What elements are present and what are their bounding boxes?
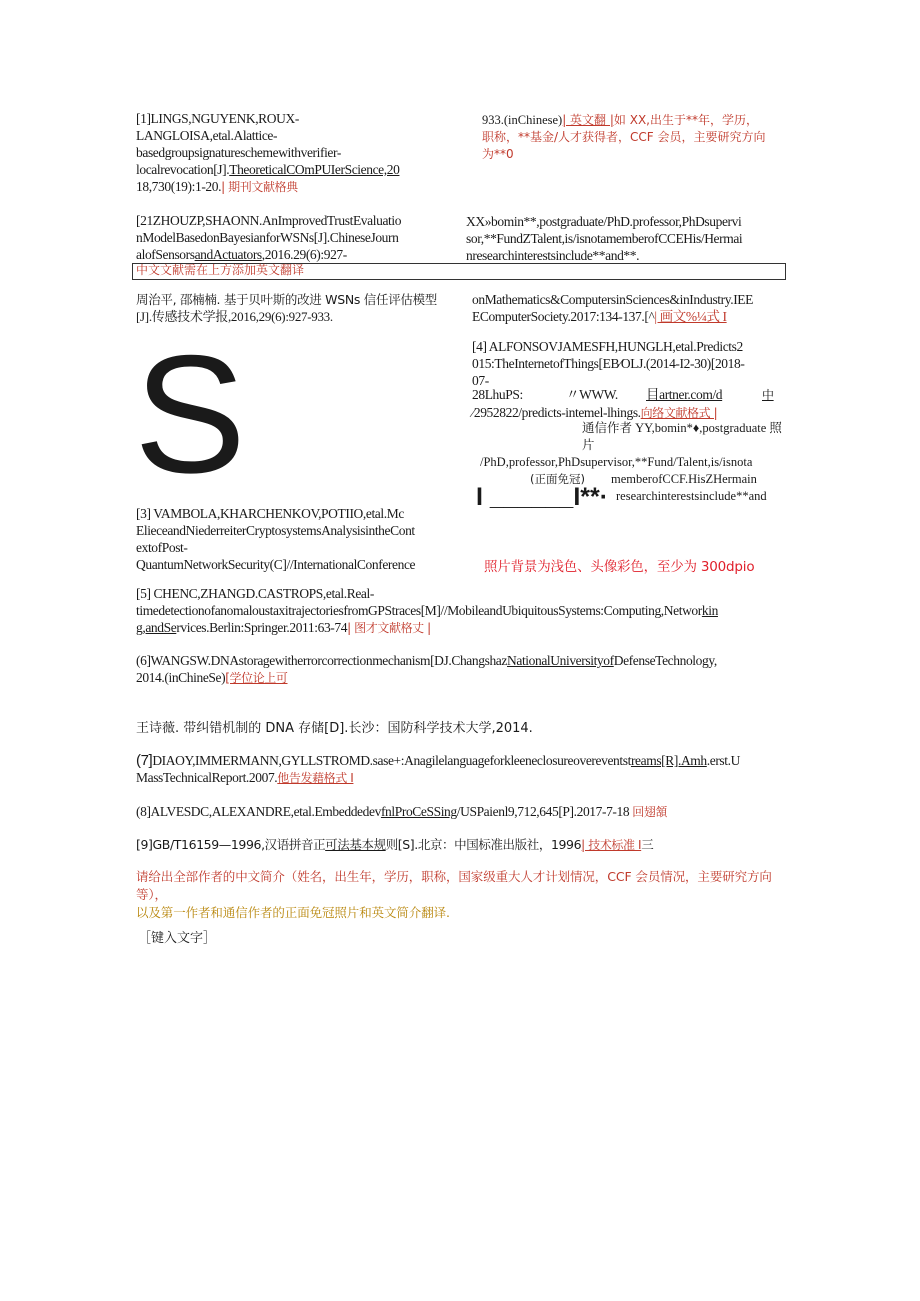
reference-6-line: NationalUniversityof [507, 653, 614, 668]
author-bio-en-line: nresearchinterestsinclude**and**. [466, 248, 640, 263]
type-text-placeholder[interactable]: ［键入文字］ [138, 931, 217, 946]
corresponding-author-line: /PhD,professor,PhDsupervisor,**Fund/Talent,is/isnota [480, 455, 753, 469]
reference-3-line: QuantumNetworkSecurity(C]//InternationalConference [136, 557, 416, 572]
reference-9-part: 则[S].北京：中国标准出版社，1996 [385, 837, 582, 852]
reference-6-line: (6]WANGSW.DNAstoragewitherrorcorrectionmechanism[DJ.Changshaz [136, 653, 507, 668]
patent-format-tag: 回翅頷 [632, 805, 668, 819]
reference-3-line: [3] VAMBOLA,KHARCHENKOV,POTIIO,etal.Mc [136, 506, 404, 521]
reference-1-line: localrevocation[J]. [136, 162, 230, 177]
reference-4-url-part: 中 [762, 388, 774, 402]
corresponding-author-line: 通信作者 YY,bomin*♦,postgraduate 照片 [582, 421, 782, 452]
reference-5-line: rvices.Berlin:Springer.2011:63-74 [176, 620, 348, 635]
author-bio-cn [482, 112, 792, 163]
reference-9 [136, 836, 790, 854]
reference-7 [136, 752, 790, 787]
standard-format-tag: | 技术标准 I [581, 838, 642, 852]
author-bio-en [466, 213, 784, 264]
reference-1 [136, 110, 436, 196]
reference-4-url-part: ∕2952822/predicts-intemel-lhings. [472, 405, 641, 420]
reference-4-line: [4] ALFONSOVJAMESFH,HUNGLH,etal.Predicts2 [472, 339, 743, 354]
reference-8-part: (8]ALVESDC,ALEXANDRE,etal.Embeddedev [136, 804, 381, 819]
report-format-tag: 他告发藉格式 I [277, 771, 354, 785]
reference-4-line: 015:TheInternetofThings[EB∕OLJ.(2014-I2-30)[2018- [472, 356, 745, 371]
reference-1-line: basedgroupsignatureschemewithverifier- [136, 145, 341, 160]
web-format-tag: 向络文献格式 | [640, 406, 718, 420]
reference-1-line: LANGLOISA,etal.Alattice- [136, 128, 278, 143]
reference-2 [136, 212, 436, 263]
author-instruction-line: 以及第一作者和通信作者的正面免冠照片和英文简介翻译. [136, 905, 450, 920]
author-instruction [136, 868, 792, 922]
reference-5-line: timedetectionofanomaloustaxitrajectoriesfromGPStraces[M]//MobileandUbiquitousSystems:Computing,Networ [136, 603, 702, 618]
reference-3-line: extofPost- [136, 540, 188, 555]
reference-4-url-part: 28LhuPS: [472, 387, 523, 402]
journal-format-tag: | 期刊文献格典 [221, 180, 298, 194]
book-format-tag: | 图才文献格丈 | [347, 621, 431, 635]
reference-4-url-part: 〃WWW. [566, 387, 618, 402]
corresponding-author-line: researchinterestsinclude**and [616, 489, 767, 503]
reference-3-line: EComputerSociety.2017:134-137.[^ [472, 309, 655, 324]
reference-2-chinese-line: 周治平, 邵楠楠. 基于贝叶斯的改进 WSNs 信任评估模型 [136, 292, 437, 307]
photo-label: (正面免冠) [530, 472, 585, 486]
reference-3-line: ElieceandNiederreiterCryptosystemsAnalysisintheCont [136, 523, 415, 538]
reference-9-part: 可法基本规 [325, 837, 386, 852]
reference-5 [136, 585, 790, 637]
reference-3 [136, 505, 456, 573]
reference-3-tail: 933.(inChinese) [482, 113, 563, 127]
reference-8-part: fnlProCeSSing [380, 804, 457, 819]
english-translation-tag: | 英文翻 | [562, 113, 614, 127]
reference-2-line: nModelBasedonBayesianforWSNs[J].ChineseJourn [136, 230, 399, 245]
reference-4-url [472, 386, 790, 404]
author-bio-line: 为**0 [482, 147, 514, 161]
reference-2-journal: andActuators [194, 247, 262, 262]
thesis-format-tag: [学位论上可 [225, 671, 288, 685]
author-bio-line: 职称，**基金/人才获得者，CCF 会员，主要研究方向 [482, 130, 766, 144]
reference-5-line: kin [701, 603, 718, 618]
photo-placeholder-bar: I ______I**· [476, 483, 609, 511]
reference-1-tail: 18,730(19):1-20. [136, 179, 222, 194]
reference-2-line: ,2016.29(6):927- [261, 247, 347, 262]
reference-4 [472, 338, 790, 389]
reference-7-line: DIAOY,IMMERMANN,GYLLSTROMD.sase+:Anagilelanguageforkleeneclosureovereventst [152, 753, 631, 768]
reference-9-part: [9]GB/T16159—1996,汉语拼音正 [136, 837, 326, 852]
corresponding-author-line: memberofCCF.HisZHermain [610, 472, 757, 486]
author-bio-en-line: sor,**FundZTalent,is/isnotamemberofCCEHis/Hermai [466, 231, 743, 246]
conference-format-tag: | 画文%¼式 I [654, 309, 727, 324]
author-instruction-line: 请给出全部作者的中文简介（姓名，出生年，学历，职称，国家级重大人才计划情况，CCF 会员情况，主要研究方向等）， [136, 869, 772, 902]
reference-2-line: [21ZHOUZP,SHAONN.AnImprovedTrustEvaluatio [136, 213, 402, 228]
reference-8-part: /USPaienl9,712,645[P].2017-7-18 [456, 804, 630, 819]
reference-8 [136, 803, 790, 821]
reference-7-line: .erst.U [706, 753, 740, 768]
reference-7-line: MassTechnicalReport.2007. [136, 770, 278, 785]
reference-6-line: 2014.(inChineSe) [136, 670, 226, 685]
reference-6 [136, 652, 790, 687]
reference-6-chinese: 王诗薇. 带纠错机制的 DNA 存储[D].长沙：国防科学技术大学,2014. [136, 721, 533, 736]
author-bio-en-line: XX»bomin**,postgraduate/PhD.professor,PhDsupervi [466, 214, 742, 229]
reference-9-part: 三 [641, 837, 654, 852]
reference-4-url-part: 目artner.com/d [646, 387, 723, 402]
large-s-glyph: S [134, 320, 247, 508]
reference-1-journal: TheoreticalCOmPUIerScience,20 [229, 162, 400, 177]
reference-6-line: DefenseTechnology, [613, 653, 717, 668]
reference-2-chinese-line: [J].传感技术学报,2016,29(6):927-933. [136, 309, 333, 324]
reference-2-line: alofSensors [136, 247, 195, 262]
reference-3-line: onMathematics&ComputersinSciences&inIndustry.IEE [472, 292, 753, 307]
translation-note: 中文文献需在上方添加英文翻译 [136, 263, 305, 277]
reference-4-line: 07- [472, 373, 489, 388]
reference-7-line: reams[R].Amh [630, 753, 707, 768]
reference-1-line: [1]LINGS,NGUYENK,ROUX- [136, 111, 299, 126]
author-bio-line: 如 XX,出生于**年，学历， [613, 113, 758, 127]
reference-7-number: (7] [136, 752, 153, 769]
reference-5-line: g,andSe [136, 620, 177, 635]
reference-3-continued [472, 291, 790, 325]
photo-requirement-note: 照片背景为浅色、头像彩色，至少为 300dpio [484, 559, 755, 575]
reference-5-line: [5] CHENC,ZHANGD.CASTROPS,etal.Real- [136, 586, 374, 601]
